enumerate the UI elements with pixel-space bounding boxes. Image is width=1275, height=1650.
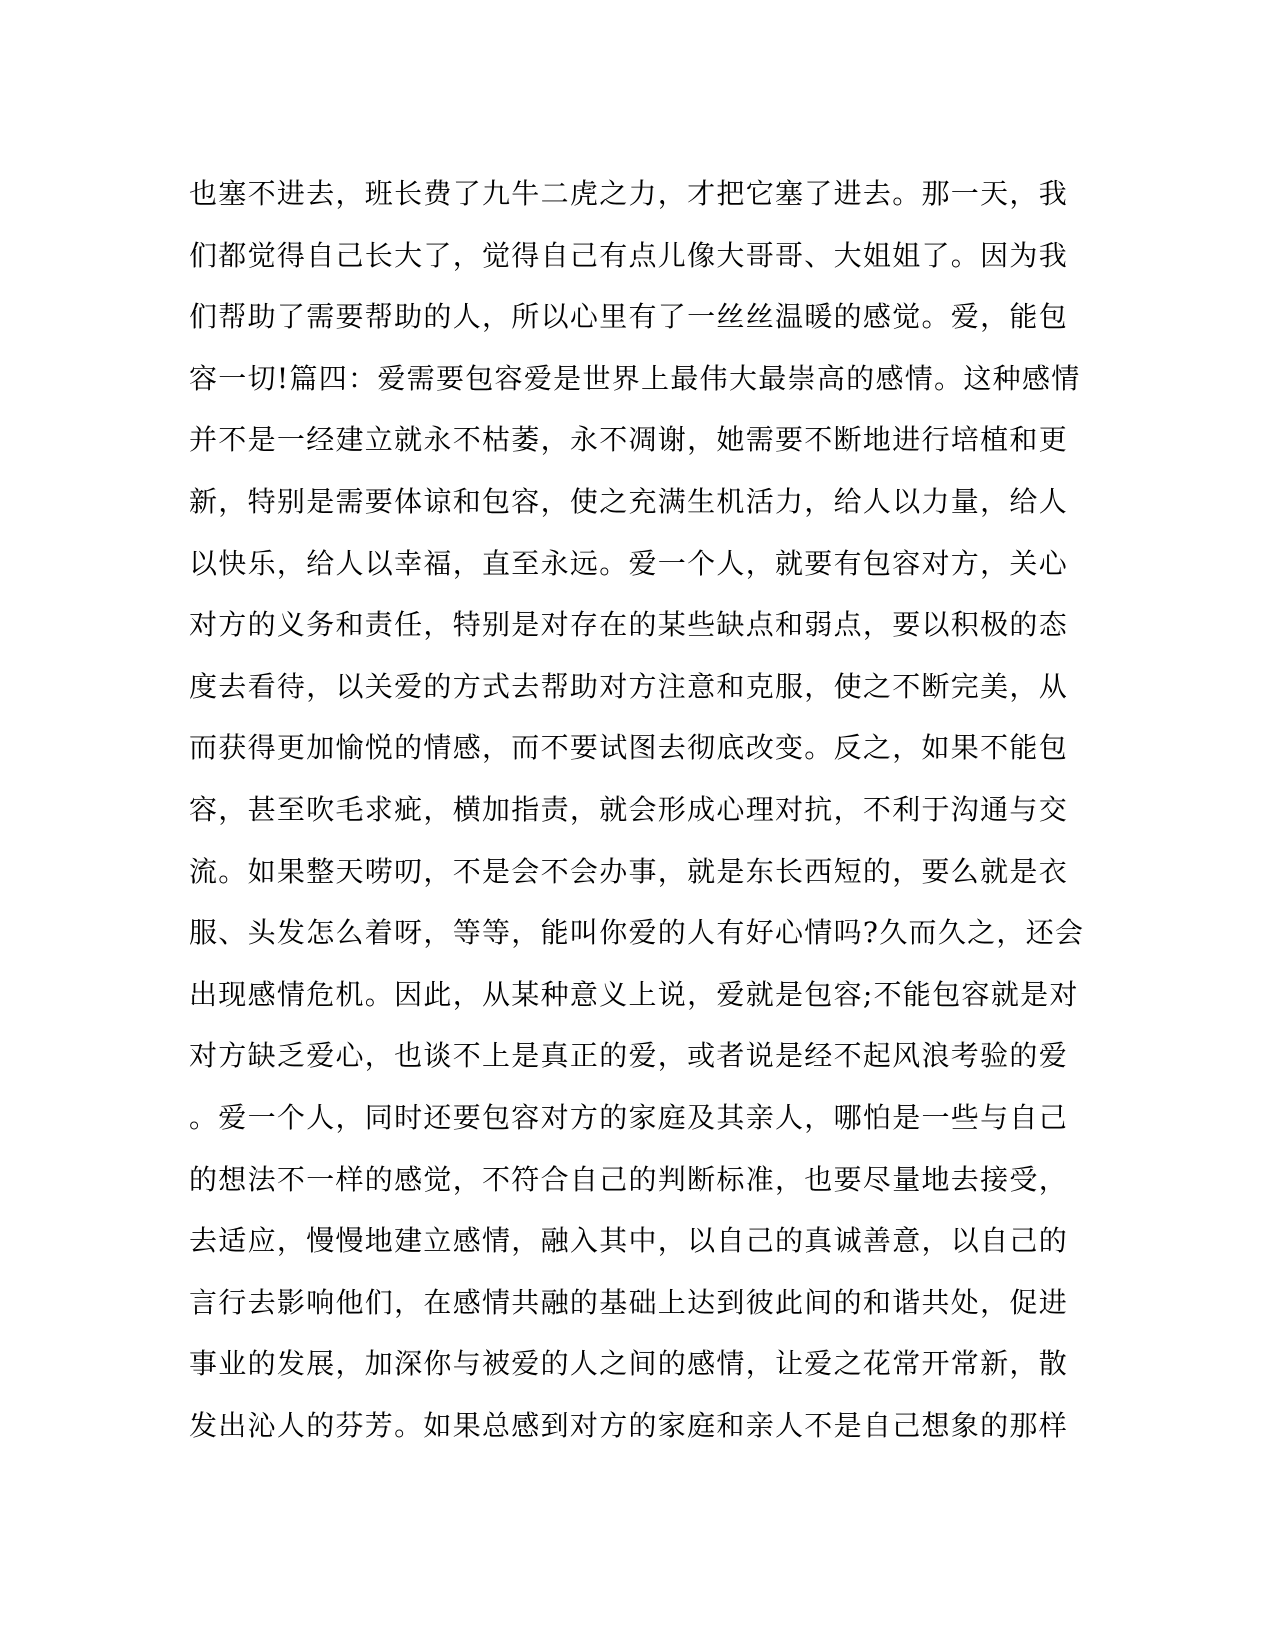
text-line: 去适应，慢慢地建立感情，融入其中，以自己的真诚善意，以自己的 bbox=[189, 1224, 1069, 1258]
text-line: 也塞不进去，班长费了九牛二虎之力，才把它塞了进去。那一天，我 bbox=[189, 177, 1069, 210]
text-line: 。爱一个人，同时还要包容对方的家庭及其亲人，哪怕是一些与自己 bbox=[189, 1100, 1069, 1134]
text-line: 度去看待，以关爱的方式去帮助对方注意和克服，使之不断完美，从 bbox=[189, 669, 1069, 703]
text-line: 容，甚至吹毛求疵，横加指责，就会形成心理对抗，不利于沟通与交 bbox=[189, 792, 1069, 826]
text-line: 容一切!篇四：爱需要包容爱是世界上最伟大最崇高的感情。这种感情 bbox=[189, 361, 1081, 395]
text-line: 以快乐，给人以幸福，直至永远。爱一个人，就要有包容对方，关心 bbox=[189, 546, 1069, 580]
text-line: 出现感情危机。因此，从某种意义上说，爱就是包容;不能包容就是对 bbox=[189, 977, 1079, 1011]
text-line: 发出沁人的芬芳。如果总感到对方的家庭和亲人不是自己想象的那样 bbox=[189, 1408, 1069, 1442]
text-line: 而获得更加愉悦的情感，而不要试图去彻底改变。反之，如果不能包 bbox=[189, 731, 1069, 765]
text-line: 们帮助了需要帮助的人，所以心里有了一丝丝温暖的感觉。爱，能包 bbox=[189, 300, 1069, 334]
text-line: 对方的义务和责任，特别是对存在的某些缺点和弱点，要以积极的态 bbox=[189, 608, 1069, 642]
text-line: 并不是一经建立就永不枯萎，永不凋谢，她需要不断地进行培植和更 bbox=[189, 423, 1069, 457]
text-line: 新，特别是需要体谅和包容，使之充满生机活力，给人以力量，给人 bbox=[189, 484, 1069, 518]
text-line: 的想法不一样的感觉，不符合自己的判断标准，也要尽量地去接受， bbox=[189, 1162, 1069, 1196]
text-line: 言行去影响他们，在感情共融的基础上达到彼此间的和谐共处，促进 bbox=[189, 1285, 1069, 1319]
text-line: 流。如果整天唠叨，不是会不会办事，就是东长西短的，要么就是衣 bbox=[189, 854, 1069, 888]
body-text bbox=[189, 163, 1085, 1456]
text-line: 服、头发怎么着呀，等等，能叫你爱的人有好心情吗?久而久之，还会 bbox=[189, 916, 1085, 950]
text-line: 对方缺乏爱心，也谈不上是真正的爱，或者说是经不起风浪考验的爱 bbox=[189, 1039, 1069, 1073]
text-line: 事业的发展，加深你与被爱的人之间的感情，让爱之花常开常新，散 bbox=[189, 1347, 1069, 1381]
text-line: 们都觉得自己长大了，觉得自己有点儿像大哥哥、大姐姐了。因为我 bbox=[189, 238, 1069, 272]
